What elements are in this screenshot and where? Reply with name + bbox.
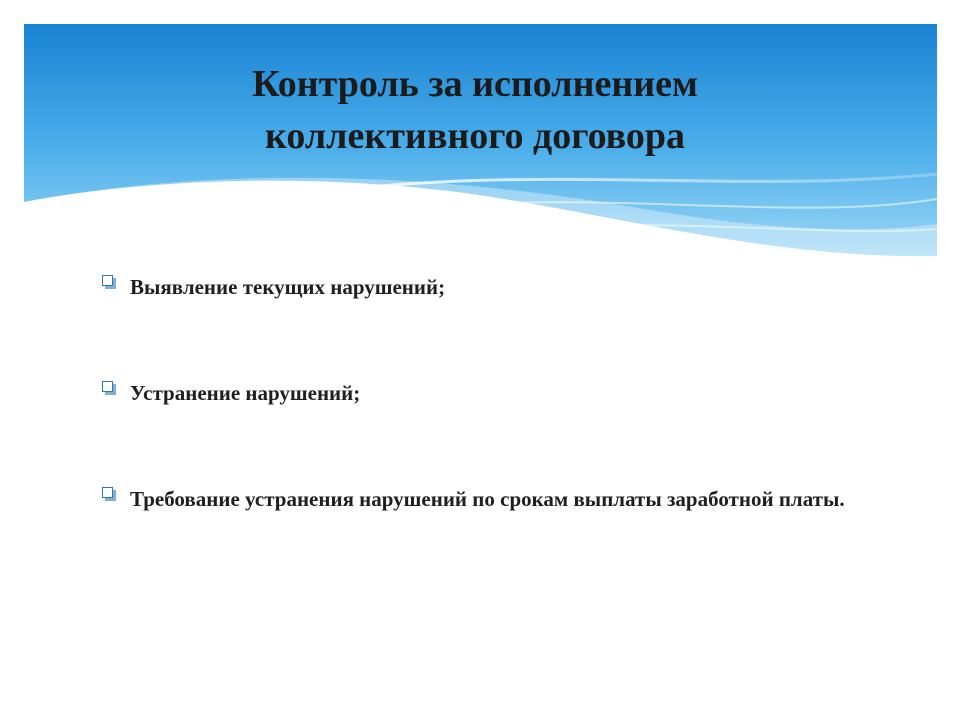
bullet-text: Выявление текущих нарушений;	[130, 275, 446, 299]
square-bullet-icon	[102, 487, 116, 501]
slide-title-line-1: Контроль за исполнением	[252, 63, 698, 105]
bullet-item	[102, 368, 882, 418]
slide-title	[150, 58, 800, 162]
square-bullet-icon	[102, 275, 116, 289]
bullet-text: Устранение нарушений;	[130, 381, 361, 405]
square-bullet-icon	[102, 381, 116, 395]
bullet-text: Требование устранения нарушений по срокам выплаты заработной платы.	[130, 487, 845, 511]
slide-title-line-2: коллективного договора	[264, 115, 686, 157]
bullet-list	[102, 262, 882, 524]
bullet-item	[102, 474, 882, 524]
bullet-item	[102, 262, 882, 312]
